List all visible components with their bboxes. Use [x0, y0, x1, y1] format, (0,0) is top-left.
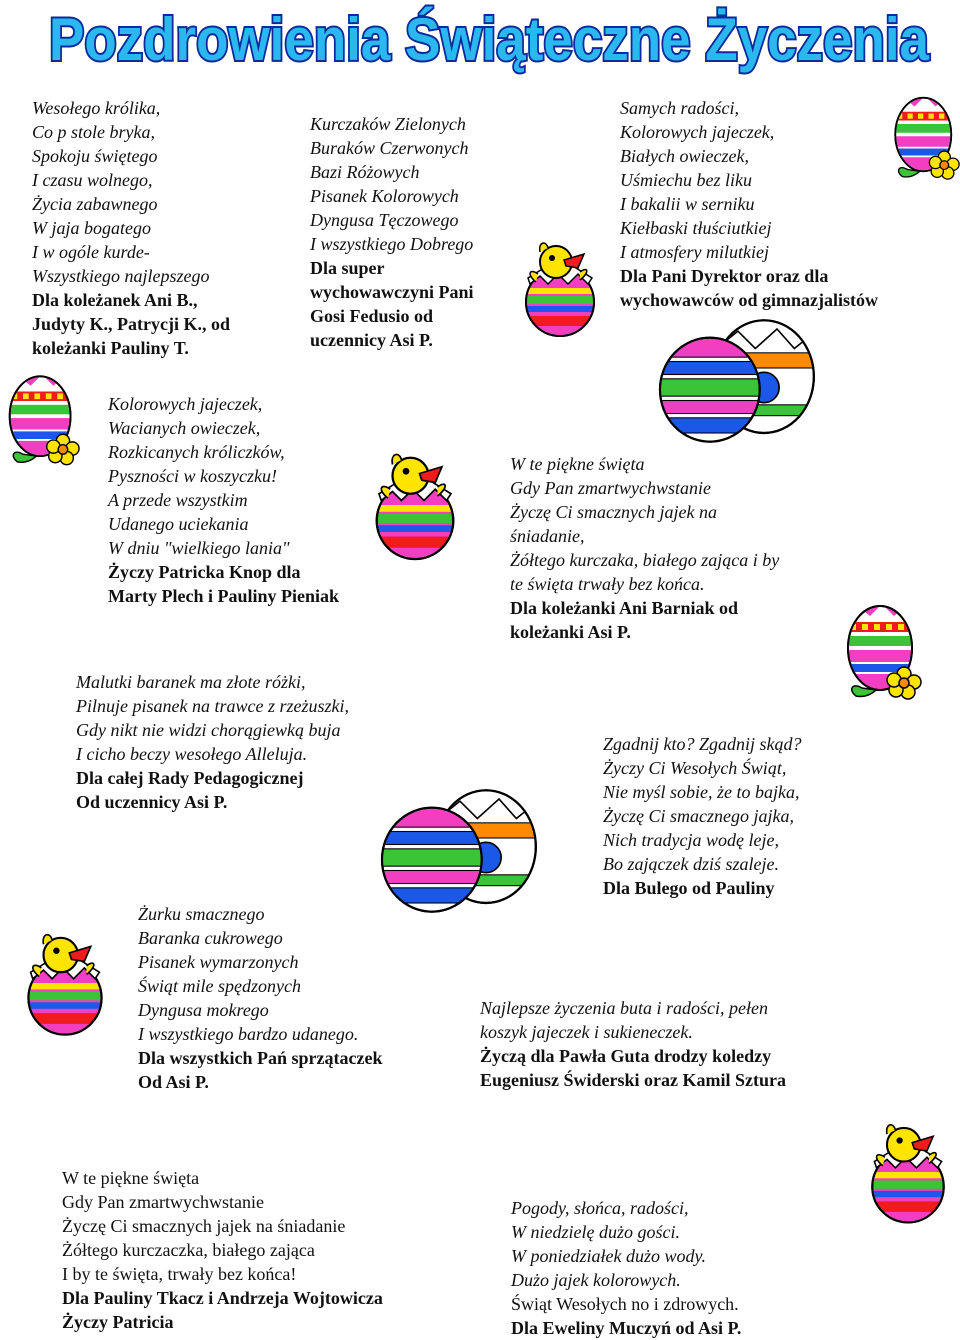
chick-in-egg-icon — [370, 440, 460, 570]
wish-block-5 — [510, 452, 779, 644]
chick-in-egg-icon — [22, 918, 108, 1048]
wish-line: Najlepsze życzenia buta i radości, pełen — [480, 998, 768, 1018]
wish-signature: koleżanki Asi P. — [510, 622, 631, 642]
wish-line: Uśmiechu bez liku — [620, 170, 752, 190]
wish-block-10 — [62, 1166, 383, 1334]
wish-line: I w ogóle kurde- — [32, 242, 150, 262]
wish-line: Baranka cukrowego — [138, 928, 283, 948]
wish-line: Wacianych owieczek, — [108, 418, 261, 438]
wish-line: Spokoju świętego — [32, 146, 158, 166]
wish-line: Bo zajączek dziś szaleje. — [603, 854, 779, 874]
wish-line: Malutki baranek ma złote różki, — [76, 672, 306, 692]
wish-line: koszyk jajeczek i sukieneczek. — [480, 1022, 693, 1042]
wish-line: Pisanek wymarzonych — [138, 952, 299, 972]
wish-line: Zgadnij kto? Zgadnij skąd? — [603, 734, 802, 754]
wish-line: Świąt Wesołych no i zdrowych. — [511, 1294, 739, 1314]
wish-line: Udanego uciekania — [108, 514, 249, 534]
wish-line: I by te święta, trwały bez końca! — [62, 1264, 297, 1284]
wish-line: I wszystkiego bardzo udanego. — [138, 1024, 359, 1044]
wish-line: Gdy Pan zmartwychwstanie — [510, 478, 711, 498]
wish-line: Życzy Ci Wesołych Świąt, — [603, 758, 787, 778]
wish-signature: Dla koleżanki Ani Barniak od — [510, 598, 739, 618]
wish-signature: Od Asi P. — [138, 1072, 209, 1092]
wish-signature: uczennicy Asi P. — [310, 330, 433, 350]
wish-signature: Życzy Patricka Knop dla — [108, 562, 301, 582]
wish-block-6 — [76, 670, 349, 814]
wish-line: Żółtego kurczaczka, białego zająca — [62, 1240, 315, 1260]
wish-line: Nie myśl sobie, że to bajka, — [603, 782, 800, 802]
wish-line: W jaja bogatego — [32, 218, 151, 238]
wish-line: Gdy nikt nie widzi chorągiewką buja — [76, 720, 341, 740]
title-text: Pozdrowienia Świąteczne Życzenia — [49, 6, 930, 73]
wish-line: W poniedziałek dużo wody. — [511, 1246, 706, 1266]
wish-line: te święta trwały bez końca. — [510, 574, 705, 594]
wish-line: Białych owieczek, — [620, 146, 749, 166]
wish-line: Świąt mile spędzonych — [138, 976, 301, 996]
wish-line: Wszystkiego najlepszego — [32, 266, 210, 286]
wish-signature: koleżanki Pauliny T. — [32, 338, 189, 358]
wish-line: Dyngusa Tęczowego — [310, 210, 459, 230]
wish-line: W te piękne święta — [62, 1168, 200, 1188]
wish-signature: Marty Plech i Pauliny Pieniak — [108, 586, 339, 606]
wish-block-11 — [511, 1196, 741, 1340]
wish-block-1 — [32, 96, 230, 360]
wish-signature: Od uczennicy Asi P. — [76, 792, 228, 812]
two-easter-eggs-icon — [370, 786, 550, 916]
two-easter-eggs-icon — [648, 316, 828, 446]
wish-signature: Dla Eweliny Muczyń od Asi P. — [511, 1318, 742, 1338]
wish-line: Dużo jajek kolorowych. — [511, 1270, 681, 1290]
wish-line: Życzę Ci smacznego jajka, — [603, 806, 794, 826]
wish-line: Pogody, słońca, radości, — [511, 1198, 689, 1218]
wish-line: Gdy Pan zmartwychwstanie — [62, 1192, 264, 1212]
wish-line: Pisanek Kolorowych — [310, 186, 459, 206]
wish-line: Kolorowych jajeczek, — [108, 394, 263, 414]
wish-line: Żurku smacznego — [138, 904, 265, 924]
wish-line: Żółtego kurczaka, białego zająca i by — [510, 550, 780, 570]
wish-signature: Judyty K., Patrycji K., od — [32, 314, 230, 334]
wish-line: Kolorowych jajeczek, — [620, 122, 775, 142]
easter-egg-flower-icon — [4, 370, 80, 470]
easter-egg-flower-icon — [890, 88, 960, 188]
page-title — [44, 4, 934, 73]
wish-signature: Dla Pauliny Tkacz i Andrzeja Wojtowicza — [62, 1288, 383, 1308]
wish-signature: Dla wszystkich Pań sprzątaczek — [138, 1048, 383, 1068]
chick-in-egg-icon — [520, 236, 600, 340]
wish-line: śniadanie, — [510, 526, 585, 546]
wish-line: I cicho beczy wesołego Alleluja. — [76, 744, 308, 764]
wish-block-8 — [138, 902, 382, 1094]
wish-signature: wychowawczyni Pani — [310, 282, 474, 302]
wish-line: Rozkicanych króliczków, — [108, 442, 285, 462]
chick-in-egg-icon — [866, 1108, 950, 1236]
wish-line: Wesołego królika, — [32, 98, 161, 118]
wish-signature: Życzy Patricia — [62, 1312, 174, 1332]
wish-block-7 — [603, 732, 802, 900]
wish-signature: Eugeniusz Świderski oraz Kamil Sztura — [480, 1070, 787, 1090]
wish-line: Bazi Różowych — [310, 162, 420, 182]
wish-signature: Gosi Fedusio od — [310, 306, 434, 326]
wish-line: Pilnuje pisanek na trawce z rzeżuszki, — [76, 696, 349, 716]
wish-line: Kiełbaski tłuściutkiej — [620, 218, 772, 238]
wish-signature: Dla Pani Dyrektor oraz dla — [620, 266, 829, 286]
wish-line: I czasu wolnego, — [32, 170, 153, 190]
easter-egg-flower-icon — [842, 600, 922, 704]
wish-line: Kurczaków Zielonych — [310, 114, 466, 134]
wish-signature: Dla super — [310, 258, 385, 278]
wish-line: W niedzielę dużo gości. — [511, 1222, 680, 1242]
wish-block-2 — [310, 112, 474, 352]
wish-line: I atmosfery milutkiej — [620, 242, 769, 262]
wish-block-4 — [108, 392, 339, 608]
wish-line: Pyszności w koszyczku! — [108, 466, 277, 486]
wish-signature: Dla całej Rady Pedagogicznej — [76, 768, 304, 788]
wish-signature: wychowawców od gimnazjalistów — [620, 290, 878, 310]
wish-signature: Życzą dla Pawła Guta drodzy koledzy — [480, 1046, 772, 1066]
wish-line: W dniu "wielkiego lania" — [108, 538, 290, 558]
wish-line: I wszystkiego Dobrego — [310, 234, 474, 254]
wish-line: Buraków Czerwonych — [310, 138, 469, 158]
wish-line: Nich tradycja wodę leje, — [603, 830, 779, 850]
wish-line: Życzę Ci smacznych jajek na śniadanie — [62, 1216, 346, 1236]
wish-line: A przede wszystkim — [108, 490, 248, 510]
wish-line: W te piękne święta — [510, 454, 645, 474]
wish-line: Życia zabawnego — [32, 194, 158, 214]
wish-signature: Dla koleżanek Ani B., — [32, 290, 198, 310]
wish-line: Dyngusa mokrego — [138, 1000, 269, 1020]
wish-block-3 — [620, 96, 878, 312]
wish-signature: Dla Bulego od Pauliny — [603, 878, 775, 898]
wish-line: Życzę Ci smacznych jajek na — [510, 502, 717, 522]
wish-line: I bakalii w serniku — [620, 194, 755, 214]
wish-block-9 — [480, 996, 786, 1092]
wish-line: Co p stole bryka, — [32, 122, 155, 142]
wish-line: Samych radości, — [620, 98, 739, 118]
